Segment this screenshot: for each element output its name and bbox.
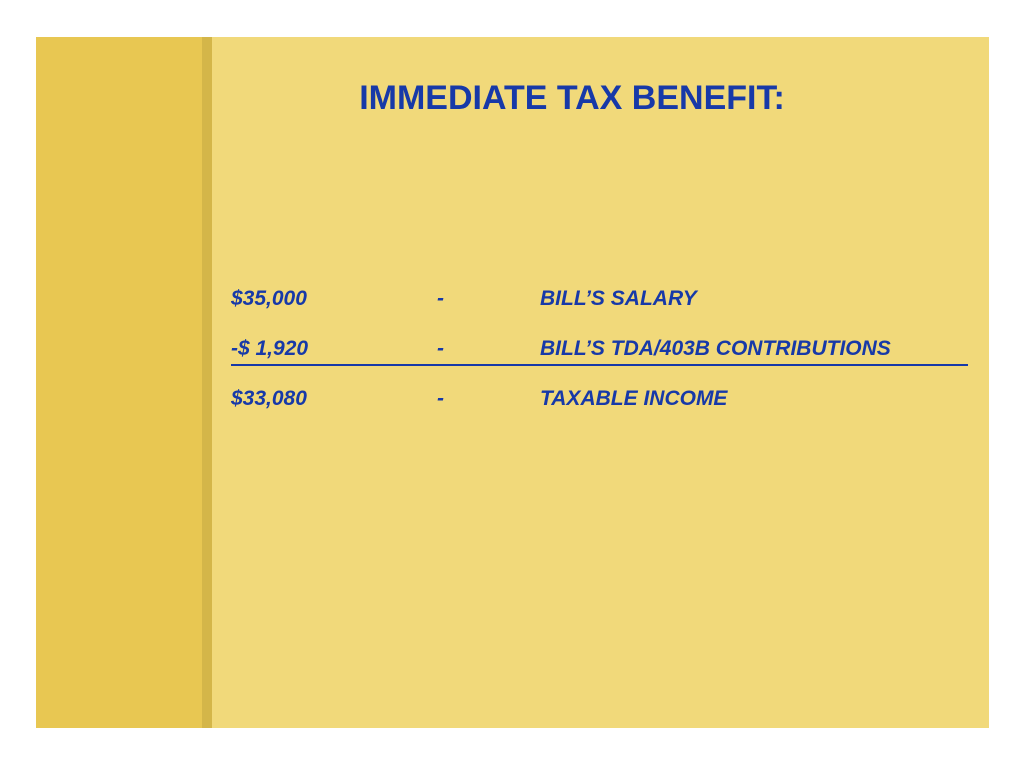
subtraction-underline: [231, 364, 968, 366]
left-accent-band: [36, 37, 202, 728]
calculation-row-salary: [231, 280, 971, 330]
row-separator: -: [437, 387, 444, 410]
row-amount: $33,080: [231, 387, 307, 410]
row-separator: -: [437, 287, 444, 310]
row-description: BILL’S SALARY: [540, 287, 697, 310]
slide-title: IMMEDIATE TAX BENEFIT:: [359, 79, 785, 117]
calculation-row-contributions: [231, 330, 971, 380]
calculation-row-taxable-income: [231, 380, 971, 430]
calculation-table: [231, 280, 971, 430]
row-description: TAXABLE INCOME: [540, 387, 728, 410]
row-amount: -$ 1,920: [231, 337, 309, 360]
row-description: BILL’S TDA/403B CONTRIBUTIONS: [540, 337, 891, 360]
row-separator: -: [437, 337, 444, 360]
row-amount: $35,000: [231, 287, 307, 310]
accent-band-edge: [202, 37, 212, 728]
